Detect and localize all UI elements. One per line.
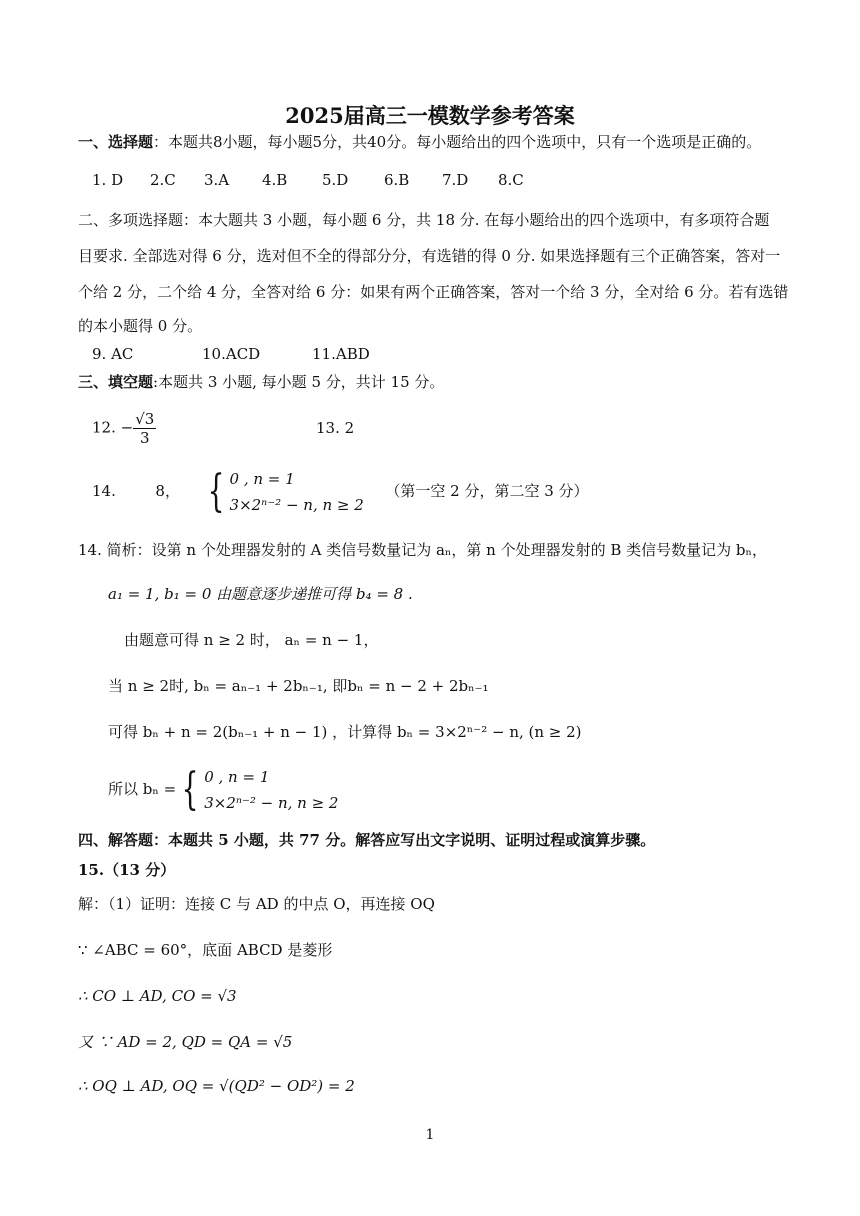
page-number: 1 — [425, 1127, 435, 1143]
analysis-line-4: 当 n ≥ 2时, bₙ = aₙ₋₁ + 2bₙ₋₁, 即bₙ = n − 2 + 2bₙ₋₁ — [108, 677, 489, 695]
section2-line-1: 二、多项选择题：本大题共 3 小题，每小题 6 分，共 18 分. 在每小题给出的四个选项中，有多项符合题 — [78, 211, 770, 229]
answer-11: 11.ABD — [312, 345, 370, 363]
analysis-cases — [204, 764, 338, 816]
answer-14-note: （第一空 2 分，第二空 3 分） — [385, 482, 589, 500]
solution-line-3: ∴ CO ⊥ AD, CO = √3 — [78, 987, 237, 1005]
solution-line-4: 又 ∵ AD = 2, QD = QA = √5 — [78, 1033, 293, 1051]
analysis-line-1: 14. 简析：设第 n 个处理器发射的 A 类信号数量记为 aₙ，第 n 个处理器发射的 B 类信号数量记为 bₙ， — [78, 541, 768, 559]
left-brace: { — [207, 466, 224, 517]
answer-14-first: 8， — [155, 482, 180, 500]
answer-8: 8.C — [498, 171, 524, 189]
answer-12-numerator: √3 — [135, 410, 155, 428]
answer-2: 2.C — [150, 171, 176, 189]
answer-9: 9. AC — [92, 345, 134, 363]
section2-line-4: 的本小题得 0 分。 — [78, 317, 203, 335]
left-brace: { — [181, 764, 199, 815]
solution-line-1: 解：（1）证明：连接 C 与 AD 的中点 O，再连接 OQ — [78, 895, 435, 913]
analysis-line-2: a₁ = 1, b₁ = 0 由题意逐步递推可得 b₄ = 8 . — [108, 585, 413, 603]
answer-5: 5.D — [322, 171, 349, 189]
answer-14-label: 14. — [92, 482, 116, 500]
case-1: 0 , n = 1 — [229, 470, 295, 488]
section1-desc: ：本题共8小题，每小题5分，共40分。每小题给出的四个选项中，只有一个选项是正确的。 — [153, 133, 762, 151]
answer-13: 13. 2 — [316, 419, 355, 437]
section3-intro — [78, 372, 444, 392]
section3-desc: :本题共 3 小题, 每小题 5 分，共计 15 分。 — [153, 373, 445, 391]
section3-heading: 三、填空题 — [78, 373, 154, 391]
answer-14-cases — [230, 466, 364, 518]
section1-heading: 一、选择题 — [78, 133, 154, 151]
answer-12-sign: − — [120, 418, 134, 437]
solution-line-2: ∵ ∠ABC = 60°，底面 ABCD 是菱形 — [78, 941, 333, 959]
section1-answers — [92, 170, 524, 190]
question-15-heading: 15.（13 分） — [78, 861, 176, 879]
analysis-line-3: 由题意可得 n ≥ 2 时， aₙ = n − 1， — [124, 631, 379, 649]
answer-10: 10.ACD — [202, 345, 261, 363]
answer-14 — [92, 466, 589, 518]
answer-12 — [92, 410, 156, 447]
answer-7: 7.D — [442, 171, 469, 189]
section4-heading: 四、解答题：本题共 5 小题，共 77 分。解答应写出文字说明、证明过程或演算步骤。 — [78, 831, 656, 849]
section2-line-2: 目要求. 全部选对得 6 分，选对但不全的得部分分，有选错的得 0 分. 如果选择题有三个正确答案，答对一 — [78, 247, 781, 265]
section1-intro — [78, 132, 761, 152]
answer-12-label: 12. — [92, 418, 116, 437]
answer-4: 4.B — [262, 171, 288, 189]
case-1: 0 , n = 1 — [204, 768, 270, 786]
solution-line-5: ∴ OQ ⊥ AD, OQ = √(QD² − OD²) = 2 — [78, 1077, 355, 1095]
case-2: 3×2ⁿ⁻² − n, n ≥ 2 — [204, 794, 339, 812]
answer-1: 1. D — [92, 171, 124, 189]
answer-12-fraction — [133, 410, 156, 447]
analysis-line-5: 可得 bₙ + n = 2(bₙ₋₁ + n − 1) ，计算得 bₙ = 3×2ⁿ⁻² − n, (n ≥ 2) — [108, 723, 582, 741]
answer-6: 6.B — [384, 171, 410, 189]
section2-line-3: 个给 2 分，二个给 4 分，全答对给 6 分：如果有两个正确答案，答对一个给 3 分，全对给 6 分。若有选错 — [78, 283, 789, 301]
answer-3: 3.A — [204, 171, 230, 189]
analysis-bn-prefix: 所以 bₙ = — [108, 780, 177, 798]
case-2: 3×2ⁿ⁻² − n, n ≥ 2 — [229, 496, 364, 514]
document-title: 2025届高三一模数学参考答案 — [285, 103, 575, 128]
section2-answers — [92, 344, 370, 364]
answer-12-denominator: 3 — [140, 429, 150, 447]
analysis-line-6 — [108, 764, 338, 816]
